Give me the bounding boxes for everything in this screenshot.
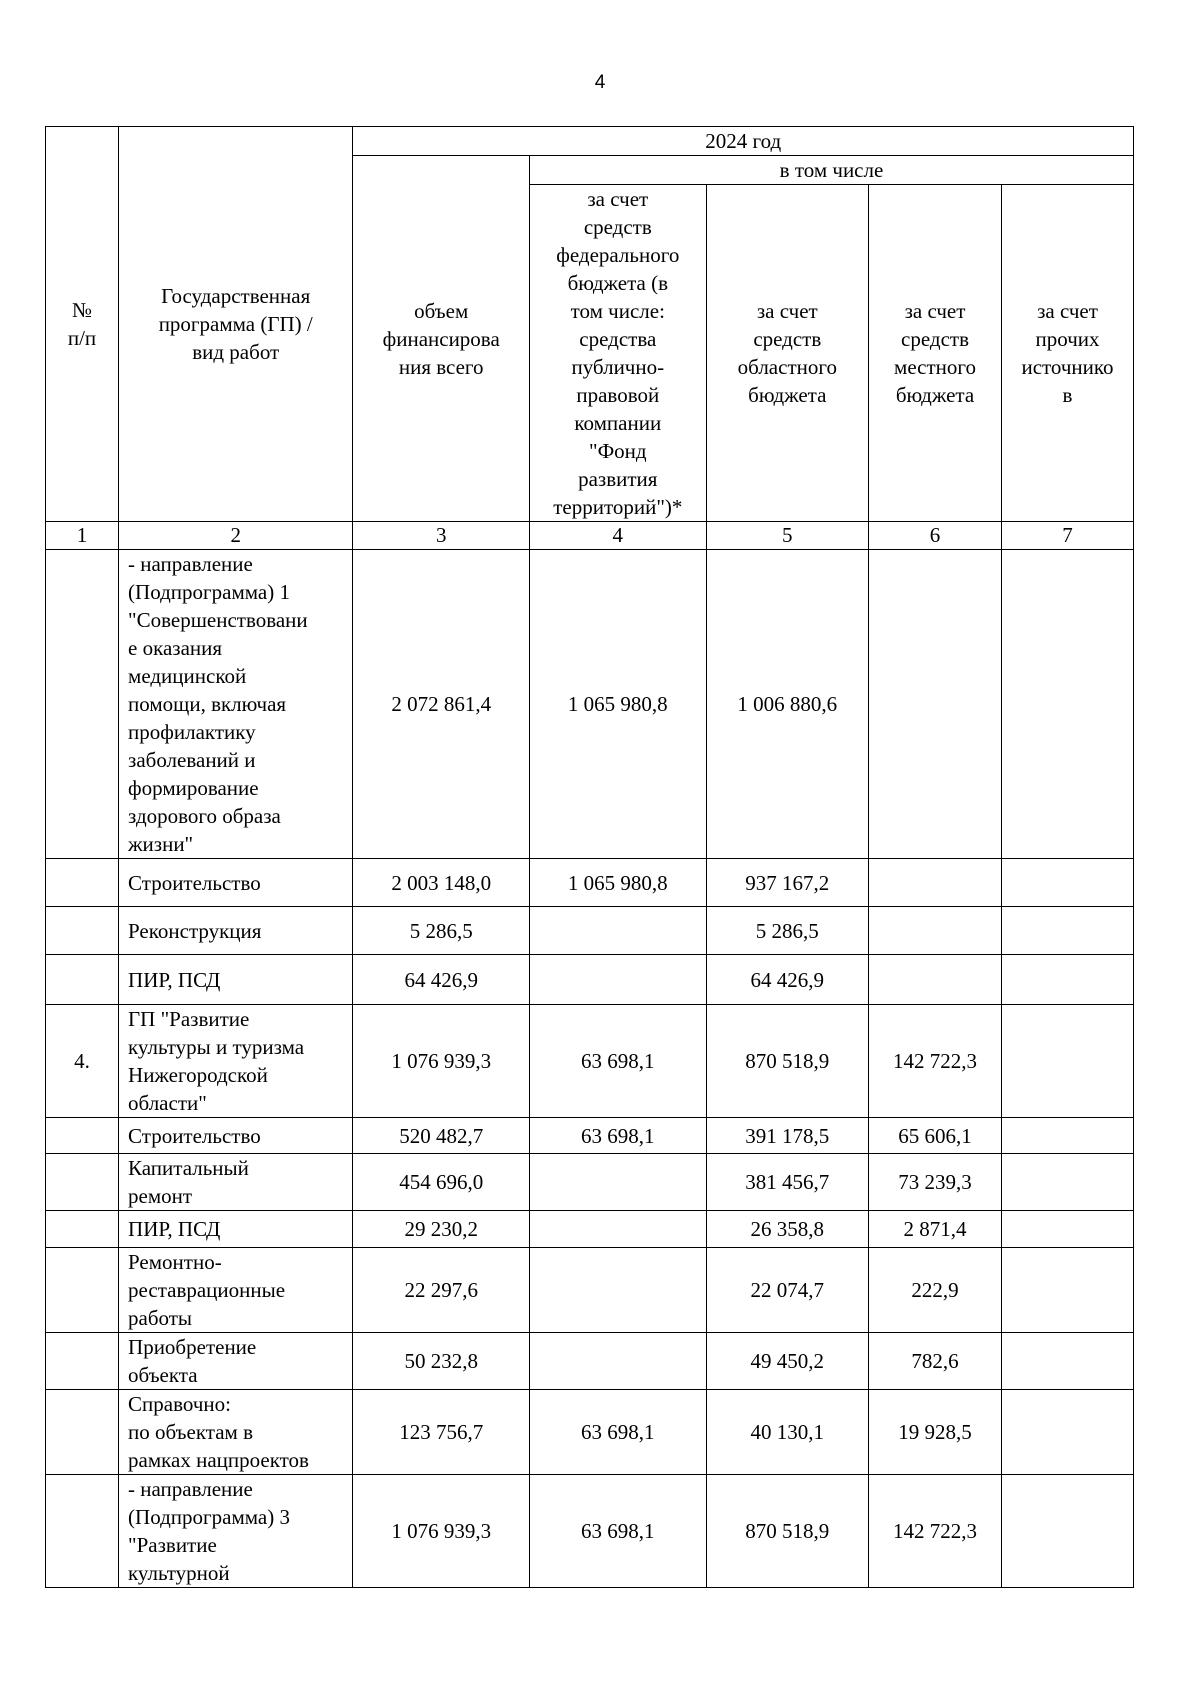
table-row xyxy=(46,955,1134,1005)
row-name-cell: Строительство xyxy=(119,859,353,907)
row-name-cell: ПИР, ПСД xyxy=(119,955,353,1005)
table-row xyxy=(46,1248,1134,1333)
row-name-cell: Строительство xyxy=(119,1118,353,1154)
row-total-cell: 454 696,0 xyxy=(353,1154,530,1211)
row-other-cell xyxy=(1002,1118,1134,1154)
row-local-cell xyxy=(869,907,1002,955)
row-federal-cell xyxy=(530,1248,707,1333)
page-number: 4 xyxy=(594,72,606,93)
header-col-total: объем финансирова ния всего xyxy=(353,156,530,522)
header-col-local: за счет средств местного бюджета xyxy=(869,185,1002,522)
table-row xyxy=(46,550,1134,859)
row-federal-cell xyxy=(530,955,707,1005)
row-regional-cell: 870 518,9 xyxy=(706,1475,868,1588)
row-other-cell xyxy=(1002,955,1134,1005)
row-regional-cell: 64 426,9 xyxy=(706,955,868,1005)
table-row xyxy=(46,907,1134,955)
column-number-cell: 3 xyxy=(353,522,530,550)
row-regional-cell: 381 456,7 xyxy=(706,1154,868,1211)
header-col-regional: за счет средств областного бюджета xyxy=(706,185,868,522)
row-other-cell xyxy=(1002,1333,1134,1390)
row-name-cell: - направление (Подпрограмма) 1 "Совершенствовани е оказания медицинской помощи, включая профилактику заболеваний и формирование здорового образа жизни" xyxy=(119,550,353,859)
header-including: в том числе xyxy=(530,156,1134,185)
row-total-cell: 50 232,8 xyxy=(353,1333,530,1390)
column-number-cell: 7 xyxy=(1002,522,1134,550)
row-name-cell: ПИР, ПСД xyxy=(119,1211,353,1248)
row-number-cell xyxy=(46,1118,119,1154)
row-federal-cell: 1 065 980,8 xyxy=(530,550,707,859)
row-federal-cell: 1 065 980,8 xyxy=(530,859,707,907)
row-total-cell: 64 426,9 xyxy=(353,955,530,1005)
row-total-cell: 2 072 861,4 xyxy=(353,550,530,859)
row-regional-cell: 937 167,2 xyxy=(706,859,868,907)
row-local-cell: 142 722,3 xyxy=(869,1005,1002,1118)
row-name-cell: - направление (Подпрограмма) 3 "Развитие культурной xyxy=(119,1475,353,1588)
row-federal-cell xyxy=(530,1333,707,1390)
row-regional-cell: 26 358,8 xyxy=(706,1211,868,1248)
column-number-cell: 4 xyxy=(530,522,707,550)
row-total-cell: 1 076 939,3 xyxy=(353,1005,530,1118)
row-other-cell xyxy=(1002,1475,1134,1588)
row-local-cell: 222,9 xyxy=(869,1248,1002,1333)
row-name-cell: Капитальный ремонт xyxy=(119,1154,353,1211)
row-federal-cell: 63 698,1 xyxy=(530,1118,707,1154)
row-number-cell xyxy=(46,1475,119,1588)
header-col-federal: за счет средств федерального бюджета (в том числе: средства публично- правовой компании "Фонд развития территорий")* xyxy=(530,185,707,522)
row-other-cell xyxy=(1002,550,1134,859)
row-federal-cell xyxy=(530,1211,707,1248)
row-local-cell xyxy=(869,859,1002,907)
table-row xyxy=(46,1118,1134,1154)
row-regional-cell: 22 074,7 xyxy=(706,1248,868,1333)
row-number-cell xyxy=(46,1333,119,1390)
header-col-other: за счет прочих источнико в xyxy=(1002,185,1134,522)
row-regional-cell: 5 286,5 xyxy=(706,907,868,955)
budget-table xyxy=(45,126,1134,1588)
header-year: 2024 год xyxy=(353,127,1134,156)
row-total-cell: 520 482,7 xyxy=(353,1118,530,1154)
row-number-cell xyxy=(46,1390,119,1475)
row-other-cell xyxy=(1002,1248,1134,1333)
row-name-cell: ГП "Развитие культуры и туризма Нижегородской области" xyxy=(119,1005,353,1118)
table-row xyxy=(46,1005,1134,1118)
row-local-cell: 2 871,4 xyxy=(869,1211,1002,1248)
row-other-cell xyxy=(1002,1005,1134,1118)
row-name-cell: Справочно: по объектам в рамках нацпроектов xyxy=(119,1390,353,1475)
row-number-cell xyxy=(46,1211,119,1248)
column-number-cell: 2 xyxy=(119,522,353,550)
header-col-number: № п/п xyxy=(46,127,119,522)
header-col-program: Государственная программа (ГП) / вид работ xyxy=(119,127,353,522)
row-local-cell xyxy=(869,550,1002,859)
row-number-cell xyxy=(46,1154,119,1211)
column-number-cell: 5 xyxy=(706,522,868,550)
row-number-cell xyxy=(46,859,119,907)
row-name-cell: Приобретение объекта xyxy=(119,1333,353,1390)
row-other-cell xyxy=(1002,1390,1134,1475)
row-federal-cell: 63 698,1 xyxy=(530,1005,707,1118)
row-number-cell xyxy=(46,550,119,859)
row-local-cell: 73 239,3 xyxy=(869,1154,1002,1211)
table-row xyxy=(46,1154,1134,1211)
table-row xyxy=(46,1475,1134,1588)
row-name-cell: Ремонтно- реставрационные работы xyxy=(119,1248,353,1333)
row-total-cell: 5 286,5 xyxy=(353,907,530,955)
row-federal-cell: 63 698,1 xyxy=(530,1390,707,1475)
row-local-cell: 65 606,1 xyxy=(869,1118,1002,1154)
row-regional-cell: 49 450,2 xyxy=(706,1333,868,1390)
row-total-cell: 123 756,7 xyxy=(353,1390,530,1475)
row-federal-cell: 63 698,1 xyxy=(530,1475,707,1588)
row-federal-cell xyxy=(530,907,707,955)
row-total-cell: 2 003 148,0 xyxy=(353,859,530,907)
row-regional-cell: 391 178,5 xyxy=(706,1118,868,1154)
row-total-cell: 29 230,2 xyxy=(353,1211,530,1248)
row-other-cell xyxy=(1002,1154,1134,1211)
table-row xyxy=(46,1211,1134,1248)
row-local-cell: 19 928,5 xyxy=(869,1390,1002,1475)
row-other-cell xyxy=(1002,859,1134,907)
table-row xyxy=(46,859,1134,907)
row-number-cell xyxy=(46,907,119,955)
row-regional-cell: 40 130,1 xyxy=(706,1390,868,1475)
column-number-cell: 1 xyxy=(46,522,119,550)
row-other-cell xyxy=(1002,907,1134,955)
row-name-cell: Реконструкция xyxy=(119,907,353,955)
row-number-cell xyxy=(46,955,119,1005)
table-row xyxy=(46,1333,1134,1390)
row-local-cell: 782,6 xyxy=(869,1333,1002,1390)
table-row xyxy=(46,1390,1134,1475)
row-other-cell xyxy=(1002,1211,1134,1248)
row-local-cell xyxy=(869,955,1002,1005)
row-regional-cell: 1 006 880,6 xyxy=(706,550,868,859)
row-federal-cell xyxy=(530,1154,707,1211)
row-total-cell: 1 076 939,3 xyxy=(353,1475,530,1588)
column-number-cell: 6 xyxy=(869,522,1002,550)
row-local-cell: 142 722,3 xyxy=(869,1475,1002,1588)
row-number-cell xyxy=(46,1248,119,1333)
row-total-cell: 22 297,6 xyxy=(353,1248,530,1333)
row-regional-cell: 870 518,9 xyxy=(706,1005,868,1118)
row-number-cell: 4. xyxy=(46,1005,119,1118)
